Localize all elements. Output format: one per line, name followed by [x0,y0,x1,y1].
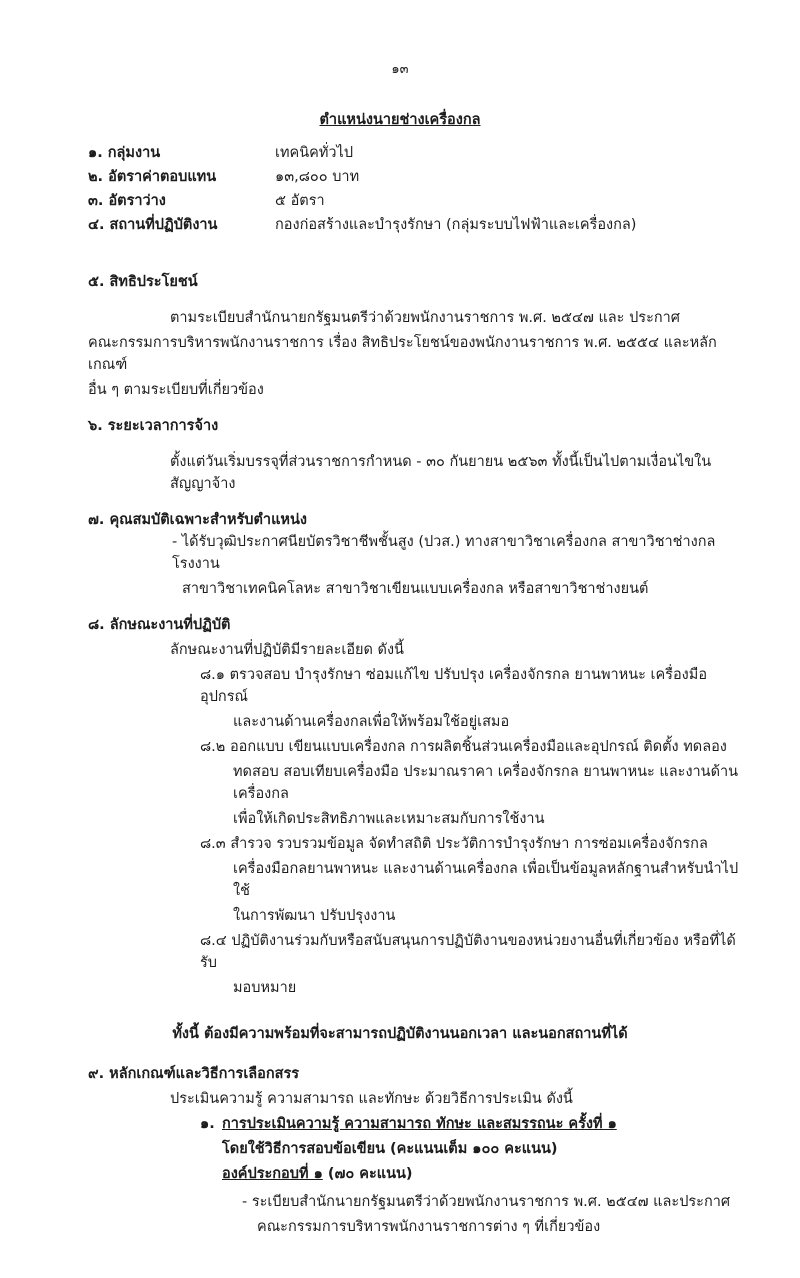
list-item-line: ๘.๒ ออกแบบ เขียนแบบเครื่องกล การผลิตชิ้นส่วนเครื่องมือและอุปกรณ์ ติดตั้ง ทดลอง [200,739,727,755]
info-label: ๑. กลุ่มงาน [88,145,161,161]
list-item-line: มอบหมาย [233,980,297,996]
paragraph-line: คณะกรรมการบริหารพนักงานราชการ เรื่อง สิทธิประโยชน์ของพนักงานราชการ พ.ศ. ๒๕๕๔ และหลักเกณฑ์ [88,335,717,373]
page-title: ตำแหน่งนายช่างเครื่องกล [319,112,481,128]
notice: ทั้งนี้ ต้องมีความพร้อมที่จะสามารถปฏิบัติงานนอกเวลา และนอกสถานที่ได้ [172,1026,628,1042]
list-item-line: ๘.๔ ปฏิบัติงานร่วมกับหรือสนับสนุนการปฏิบัติงานของหน่วยงานอื่นที่เกี่ยวข้อง หรือที่ได้รับ [200,933,736,971]
list-item-line: ทดสอบ สอบเทียบเครื่องมือ ประมาณราคา เครื่องจักรกล ยานพาหนะ และงานด้านเครื่องกล [233,764,739,802]
section-heading: ๕. สิทธิประโยชน์ [88,274,198,290]
info-row [88,189,750,213]
info-value: กองก่อสร้างและบำรุงรักษา (กลุ่มระบบไฟฟ้าและเครื่องกล) [275,217,637,233]
component-score: (๗๐ คะแนน) [327,1166,413,1182]
info-value: ๕ อัตรา [275,193,325,209]
list-item-line: ๘.๑ ตรวจสอบ บำรุงรักษา ซ่อมแก้ไข ปรับปรุง เครื่องจักรกล ยานพาหนะ เครื่องมือ อุปกรณ์ [200,667,708,705]
list-item-line: และงานด้านเครื่องกลเพื่อให้พร้อมใช้อยู่เสมอ [233,714,510,730]
section-heading: ๖. ระยะเวลาการจ้าง [88,418,219,434]
section-heading: ๗. คุณสมบัติเฉพาะสำหรับตำแหน่ง [88,512,307,528]
paragraph-line: - ได้รับวุฒิประกาศนียบัตรวิชาชีพชั้นสูง (ปวส.) ทางสาขาวิชาเครื่องกล สาขาวิชาช่างกลโรงงาน [172,534,716,572]
item-1 [200,1113,750,1135]
paragraph-line: ลักษณะงานที่ปฏิบัติมีรายละเอียด ดังนี้ [170,642,404,658]
info-label: ๔. สถานที่ปฏิบัติงาน [88,217,218,233]
info-row [88,213,750,237]
item-method: โดยใช้วิธีการสอบข้อเขียน (คะแนนเต็ม ๑๐๐ คะแนน) [222,1141,558,1157]
paragraph-line: ตั้งแต่วันเริ่มบรรจุที่ส่วนราชการกำหนด - ๓๐ กันยายน ๒๕๖๓ ทั้งนี้เป็นไปตามเงื่อนไขในสัญญาจ้าง [170,454,712,492]
component-label: องค์ประกอบที่ ๑ [222,1166,323,1182]
paragraph-line: สาขาวิชาเทคนิคโลหะ สาขาวิชาเขียนแบบเครื่องกล หรือสาขาวิชาช่างยนต์ [182,581,649,597]
section-heading: ๙. หลักเกณฑ์และวิธีการเลือกสรร [88,1066,300,1082]
section-heading: ๘. ลักษณะงานที่ปฏิบัติ [88,617,231,633]
info-row [88,141,750,165]
info-list [88,141,750,237]
list-item-line: เครื่องมือกลยานพาหนะ และงานด้านเครื่องกล เพื่อเป็นข้อมูลหลักฐานสำหรับนำไปใช้ [233,861,739,899]
paragraph-line: ประเมินความรู้ ความสามารถ และทักษะ ด้วยวิธีการประเมิน ดังนี้ [170,1091,573,1107]
item-title: การประเมินความรู้ ความสามารถ ทักษะ และสมรรถนะ ครั้งที่ ๑ [222,1116,617,1132]
page-number: ๑๓ [391,62,409,77]
list-item-line: เพื่อให้เกิดประสิทธิภาพและเหมาะสมกับการใช้งาน [233,811,545,827]
item-number: ๑. [200,1116,215,1132]
info-value: ๑๓,๘๐๐ บาท [275,169,360,185]
info-label: ๒. อัตราค่าตอบแทน [88,169,217,185]
info-value: เทคนิคทั่วไป [275,145,354,161]
paragraph-line: อื่น ๆ ตามระเบียบที่เกี่ยวข้อง [88,382,264,398]
paragraph-line: - ระเบียบสำนักนายกรัฐมนตรีว่าด้วยพนักงานราชการ พ.ศ. ๒๕๔๗ และประกาศ [242,1194,731,1210]
info-row [88,165,750,189]
paragraph-line: ตามระเบียบสำนักนายกรัฐมนตรีว่าด้วยพนักงานราชการ พ.ศ. ๒๕๔๗ และ ประกาศ [170,310,680,326]
paragraph-line: คณะกรรมการบริหารพนักงานราชการต่าง ๆ ที่เกี่ยวข้อง [257,1219,601,1235]
component [222,1163,750,1185]
list-item-line: ในการพัฒนา ปรับปรุงงาน [233,908,396,924]
info-label: ๓. อัตราว่าง [88,193,166,209]
list-item-line: ๘.๓ สำรวจ รวบรวมข้อมูล จัดทำสถิติ ประวัติการบำรุงรักษา การซ่อมเครื่องจักรกล [200,836,708,852]
